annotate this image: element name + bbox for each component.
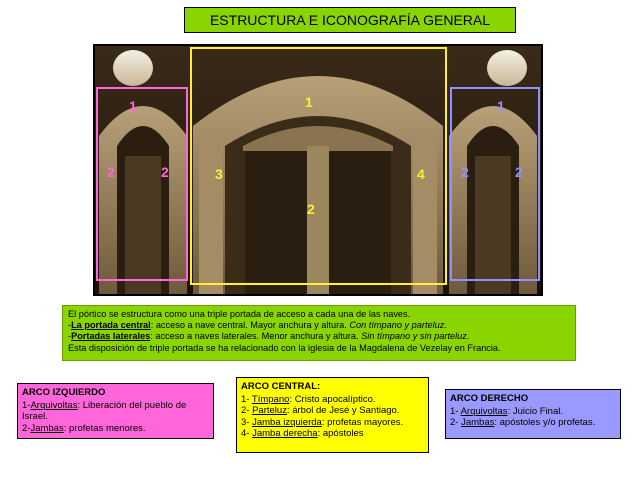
item-prefix: 4- — [241, 428, 253, 439]
page-title: ESTRUCTURA E ICONOGRAFÍA GENERAL — [184, 7, 516, 33]
item-prefix: 2- — [22, 422, 31, 434]
item-text: : árbol de Jesé y Santiago. — [286, 405, 400, 416]
description-line-4: Esta disposición de triple portada se ha relacionado con la iglesia de la Magdalena de Vezelay en Francia. — [68, 342, 501, 353]
arco-central-item — [241, 394, 424, 406]
label-left-1: 1 — [129, 98, 137, 114]
arco-derecho-item — [450, 406, 616, 418]
arco-izquierdo-box — [17, 383, 214, 439]
arco-central-item — [241, 428, 424, 440]
item-term: Arquivoltas — [460, 405, 508, 417]
arco-izquierdo-item — [22, 423, 209, 435]
arco-derecho-heading: ARCO DERECHO — [450, 393, 529, 404]
arco-derecho-item — [450, 417, 616, 429]
arco-central-box — [236, 377, 429, 453]
item-prefix: 1- — [22, 399, 31, 411]
item-text: : apóstoles — [317, 428, 364, 439]
description-line-2: -La portada central: acceso a nave central. Mayor anchura y altura. Con tímpano y parteluz. — [68, 320, 447, 331]
arco-izquierdo-heading: ARCO IZQUIERDO — [22, 387, 106, 398]
item-term: Tímpano — [251, 393, 290, 405]
line2-text: : acceso a nave central. Mayor anchura y altura. — [150, 320, 350, 331]
arco-central-item — [241, 405, 424, 417]
label-center-4: 4 — [417, 166, 425, 182]
label-right-2a: 2 — [461, 164, 469, 180]
item-text: : profetas menores. — [63, 422, 146, 434]
item-text: : Liberación del pueblo de Israel. — [22, 399, 187, 422]
arco-central-item — [241, 417, 424, 429]
item-term: Jambas — [461, 417, 495, 428]
label-center-3: 3 — [215, 166, 223, 182]
arco-izquierdo-item — [22, 400, 209, 423]
item-prefix: 3- — [241, 416, 253, 428]
line3-italic: Sin tímpano y sin parteluz. — [361, 331, 470, 342]
term-portadas-laterales: Portadas laterales — [71, 331, 151, 342]
item-term: Parteluz — [252, 405, 287, 416]
description-line-1: El pórtico se estructura como una triple portada de acceso a cada una de las naves. — [68, 309, 411, 319]
item-text: : Cristo apocalíptico. — [289, 393, 376, 405]
label-right-1: 1 — [497, 98, 505, 114]
label-left-2b: 2 — [161, 164, 169, 180]
item-text: : profetas mayores. — [321, 416, 404, 428]
label-center-2: 2 — [307, 201, 315, 217]
portico-photo — [93, 44, 543, 296]
description-line-3: -Portadas laterales: acceso a naves laterales. Menor anchura y altura. Sin tímpano y sin parteluz. — [68, 331, 470, 342]
label-left-2a: 2 — [107, 164, 115, 180]
item-text: : Juicio Final. — [507, 405, 563, 417]
label-right-2b: 2 — [515, 164, 523, 180]
label-center-1: 1 — [305, 94, 313, 110]
item-prefix: 2- — [241, 405, 253, 416]
line3-text: : acceso a naves laterales. Menor anchura y altura. — [150, 331, 362, 342]
term-portada-central: La portada central — [71, 320, 151, 331]
description-box — [62, 305, 576, 361]
item-term: Arquivoltas — [30, 399, 78, 411]
arco-derecho-box — [445, 389, 621, 439]
line2-italic: Con tímpano y parteluz. — [349, 320, 447, 331]
arco-central-heading: ARCO CENTRAL: — [241, 381, 321, 392]
item-prefix: 1- — [450, 405, 461, 417]
item-prefix: 1- — [241, 393, 252, 405]
item-text: : apóstoles y/o profetas. — [494, 417, 596, 428]
item-term: Jamba izquierda — [252, 416, 322, 428]
item-prefix: 2- — [450, 417, 462, 428]
item-term: Jambas — [30, 422, 64, 434]
item-term: Jamba derecha — [252, 428, 318, 439]
